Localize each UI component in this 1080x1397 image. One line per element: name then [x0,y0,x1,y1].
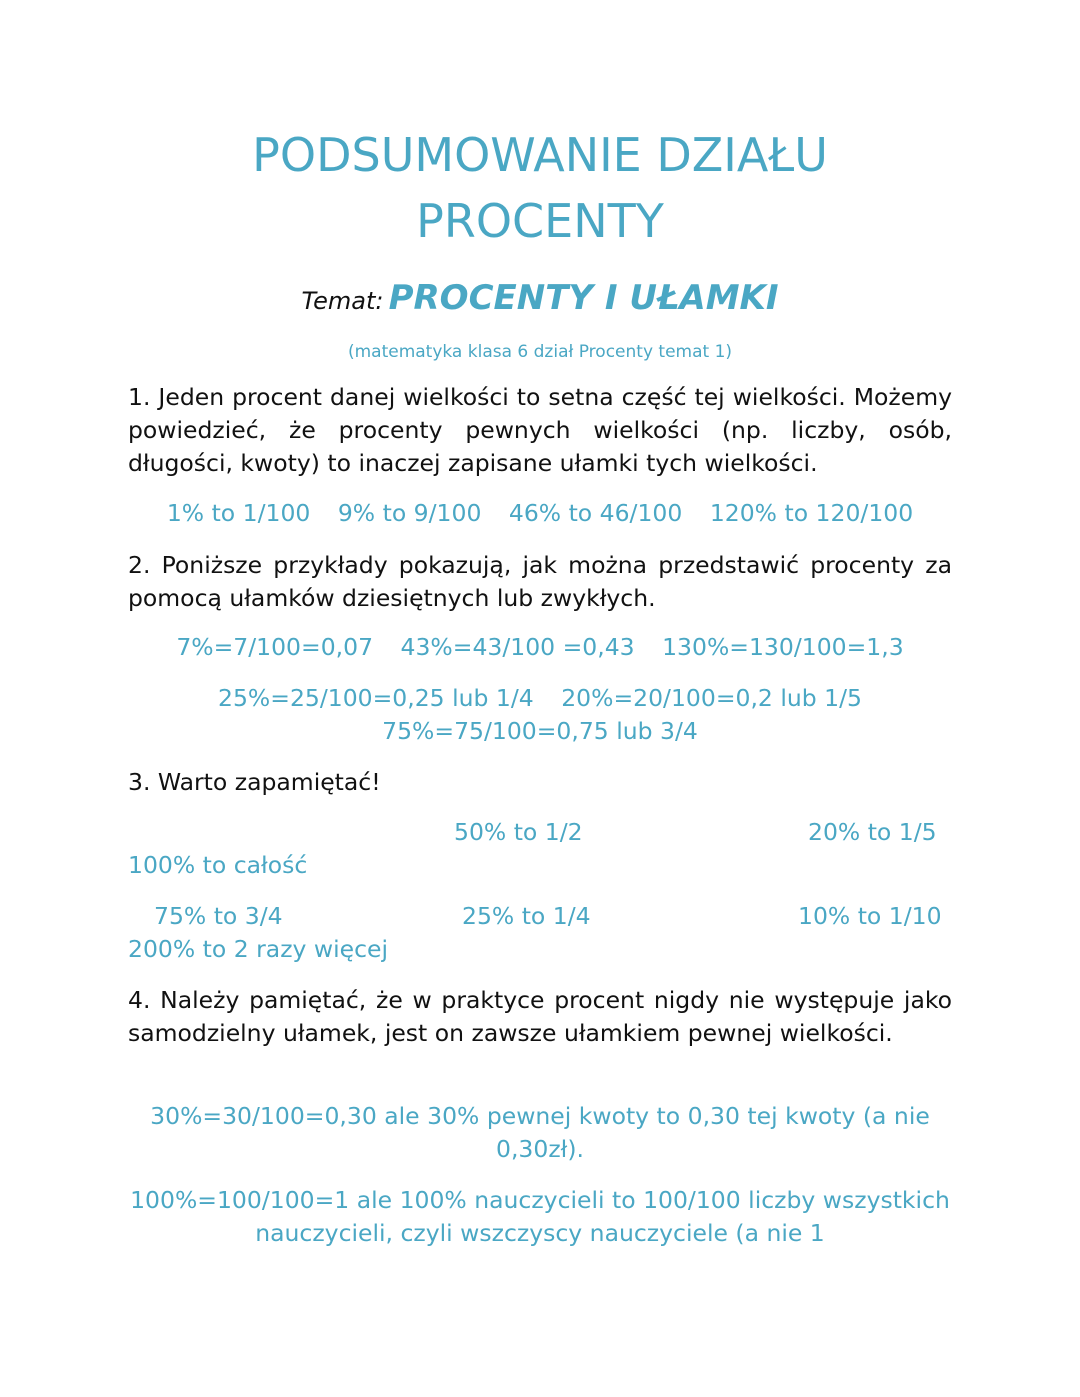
example-item: 9% to 9/100 [337,499,482,527]
section2-text: 2. Poniższe przykłady pokazują, jak można przedstawić procenty za pomocą ułamków dziesiętnych lub zwykłych. [128,551,952,612]
section3-heading: 3. Warto zapamiętać! [128,768,381,796]
section2-examples-row1 [100,631,980,664]
fact-quarter: 25% to 1/4 [462,902,591,930]
example-item: 130%=130/100=1,3 [662,633,904,661]
example-item: 20%=20/100=0,2 lub 1/5 [561,684,862,712]
section1-text: 1. Jeden procent danej wielkości to setna część tej wielkości. Możemy powiedzieć, że procenty pewnych wielkości (np. liczby, osób, długości, kwoty) to inaczej zapisane ułamki tych wielkości. [128,383,952,477]
example-item: 25%=25/100=0,25 lub 1/4 [218,684,534,712]
example-item: 1% to 1/100 [166,499,311,527]
section4-example2: 100%=100/100=1 ale 100% nauczycieli to 100/100 liczby wszystkich nauczycieli, czyli wszczyscy nauczyciele (a nie 1 [130,1186,950,1247]
section4-example1: 30%=30/100=0,30 ale 30% pewnej kwoty to 0,30 tej kwoty (a nie 0,30zł). [150,1102,930,1163]
example-item: 7%=7/100=0,07 [176,633,374,661]
section2-examples-row2 [100,682,980,715]
fact-three-quarters: 75% to 3/4 [154,902,283,930]
subject-line [0,276,1080,326]
section1-examples [100,497,980,530]
fact-fifth: 20% to 1/5 [808,818,937,846]
course-note: (matematyka klasa 6 dział Procenty temat 1) [347,342,733,362]
fact-half: 50% to 1/2 [454,818,583,846]
page-title-line2: PROCENTY [416,194,664,248]
example-item: 75%=75/100=0,75 lub 3/4 [382,717,698,745]
example-item: 46% to 46/100 [508,499,683,527]
example-item: 120% to 120/100 [709,499,914,527]
fact-tenth: 10% to 1/10 [798,902,942,930]
subject-topic: PROCENTY I UŁAMKI [388,278,779,318]
section4-text: 4. Należy pamiętać, że w praktyce procent nigdy nie występuje jako samodzielny ułamek, jest on zawsze ułamkiem pewnej wielkości. [128,986,952,1047]
fact-whole: 100% to całość [128,851,308,879]
page-title-line1: PODSUMOWANIE DZIAŁU [252,128,828,182]
example-item: 43%=43/100 =0,43 [400,633,635,661]
fact-double: 200% to 2 razy więcej [128,935,389,963]
subject-label: Temat: [301,287,384,315]
section2-examples-row3 [100,715,980,748]
